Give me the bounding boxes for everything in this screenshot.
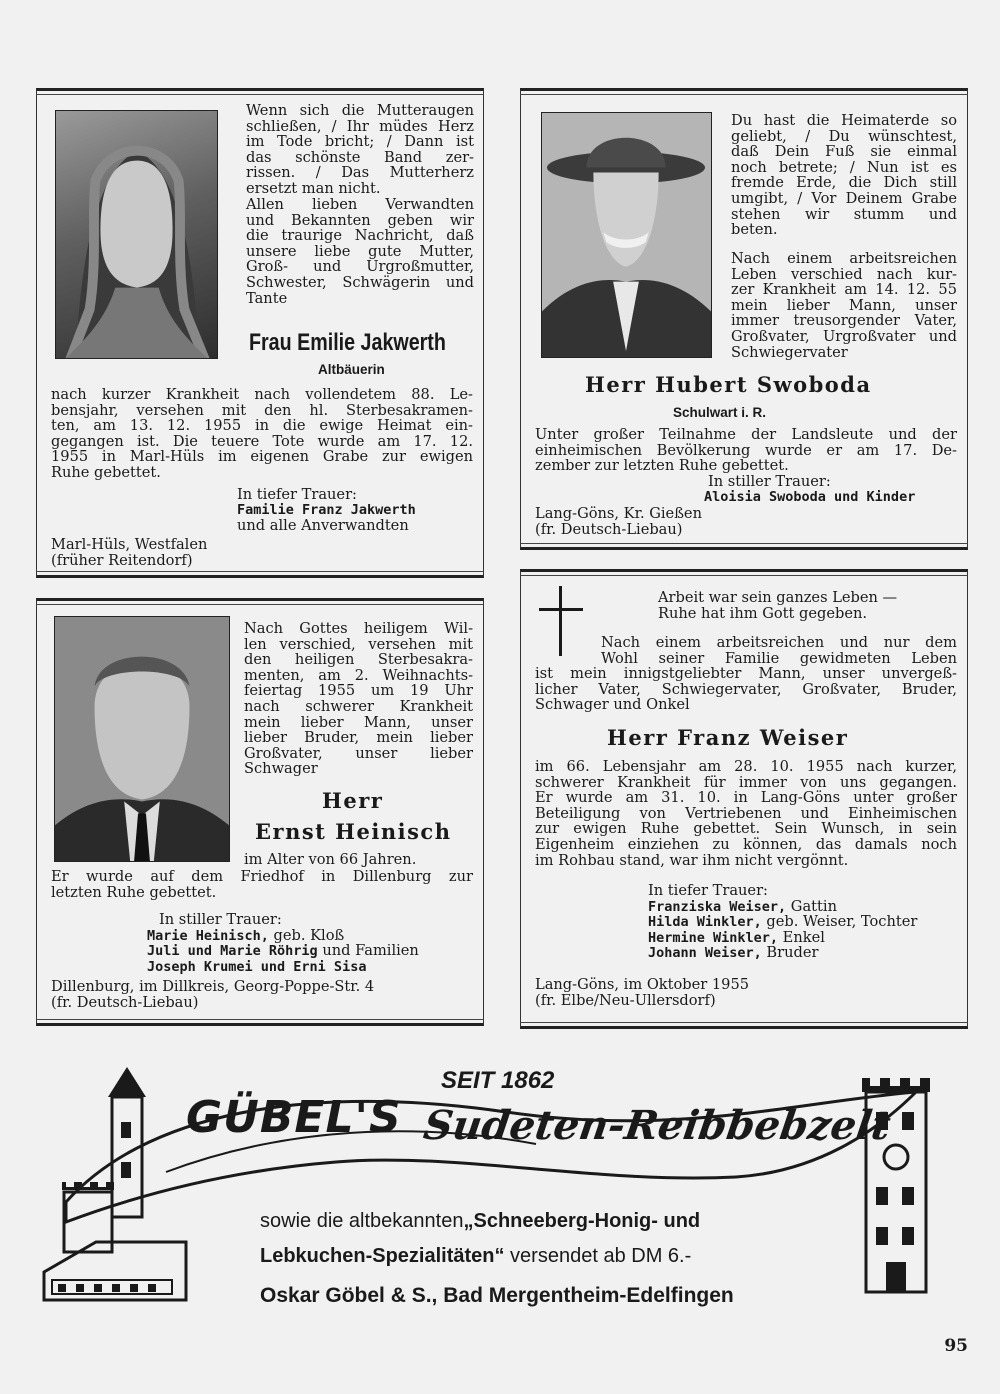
deceased-name: Herr Franz Weiser xyxy=(607,725,849,750)
body-text: im 66. Lebensjahr am 28. 10. 1955 nach kurzer, schwerer Krankheit für immer von uns gegangen. Er wurde am 31. 10. in Lang-Göns unter großer Beteiligung von Vertriebenen und Einheimischen zur ewigen Ruhe gebettet. Sein Wunsch, in sein Eigenheim einziehen zu können, das damals noch im Rohbau stand, war ihm nicht vergönnt. xyxy=(535,758,957,869)
death-notice-jakwerth xyxy=(36,88,484,578)
advertisement xyxy=(36,1062,968,1322)
body-text: Er wurde auf dem Friedhof in Dillenburg zur letzten Ruhe gebettet. xyxy=(51,868,473,901)
death-notice-heinisch xyxy=(36,598,484,1026)
mourners-block: In tiefer Trauer: Franziska Weiser, Gattin Hilda Winkler, geb. Weiser, Tochter Hermine Winkler, Enkel Johann Weiser, Bruder xyxy=(648,882,918,962)
age-text: im Alter von 66 Jahren. xyxy=(244,851,417,868)
verse-text: Arbeit war sein ganzes Leben — Ruhe hat ihm Gott gegeben. xyxy=(658,589,898,622)
deceased-title: Altbäuerin xyxy=(318,362,385,377)
ad-company: Oskar Göbel & S., Bad Mergentheim-Edelfingen xyxy=(260,1284,734,1307)
deceased-name: Frau Emilie Jakwerth xyxy=(249,329,446,356)
intro-text: Nach einem arbeitsreichen und nur dem Wohl seiner Familie gewidmeten Leben ist mein innigstgeliebter Mann, unser unvergeß- licher Vater, Schwiegervater, Großvater, Bruder, Schwager und Onkel xyxy=(535,634,957,714)
ad-product: Sudeten-Reibbebzelt xyxy=(420,1102,894,1149)
mourners-block: In stiller Trauer: Aloisia Swoboda und Kinder xyxy=(704,473,916,505)
verse-text: Du hast die Heimaterde so geliebt, / Du wünschtest, daß Dein Fuß sie einmal noch betrete; / Nun ist es fremde Erde, die Dich still umgibt, / Vor Deinem Grabe stehen wir stumm und beten. xyxy=(731,112,957,239)
mourners-block: In tiefer Trauer: Familie Franz Jakwerth und alle Anverwandten xyxy=(237,486,416,535)
portrait-photo-woman xyxy=(55,110,218,359)
ad-line-2: Lebkuchen-Spezialitäten“ versendet ab DM 6.- xyxy=(260,1245,692,1267)
deceased-name: Herr Hubert Swoboda xyxy=(585,372,872,397)
place-text: Marl-Hüls, Westfalen (früher Reitendorf) xyxy=(51,536,208,569)
ad-line-1: sowie die altbekannten„Schneeberg-Honig- und xyxy=(260,1210,701,1232)
death-notice-swoboda xyxy=(520,88,968,550)
intro-text: Nach einem arbeitsreichen Leben verschied nach kur- zer Krankheit am 14. 12. 55 mein lieber Mann, unser immer treusorgender Vater, Großvater, Urgroßvater und Schwiegervater xyxy=(731,250,957,361)
portrait-photo-man-hat xyxy=(541,112,712,358)
place-text: Lang-Göns, im Oktober 1955 (fr. Elbe/Neu-Ullersdorf) xyxy=(535,976,750,1009)
body-text: Unter großer Teilnahme der Landsleute und der einheimischen Bevölkerung wurde er am 17. De- zember zur letzten Ruhe gebettet. xyxy=(535,426,957,475)
intro-text: Nach Gottes heiligem Wil- len verschied, versehen mit den heiligen Sterbesakra- menten, am 2. Weihnachts- feiertag 1955 um 19 Uhr nach schwerer Krankheit mein lieber Mann, unser lieber Bruder, mein lieber Großvater, unser lieber Schwager xyxy=(244,620,473,778)
tower-left-illustration xyxy=(36,1062,196,1312)
deceased-title: Schulwart i. R. xyxy=(673,405,767,420)
ad-brand: GÜBEL'S xyxy=(186,1092,402,1143)
place-text: Lang-Göns, Kr. Gießen (fr. Deutsch-Liebau) xyxy=(535,505,702,538)
verse-text: Wenn sich die Mutteraugen schließen, / Ihr müdes Herz im Tode bricht; / Dann ist das schönste Band zer- rissen. / Das Mutterherz ersetzt man nicht. xyxy=(246,102,474,197)
deceased-name-line1: Herr xyxy=(322,788,384,813)
page-number: 95 xyxy=(944,1336,968,1356)
deceased-name-line2: Ernst Heinisch xyxy=(255,819,452,844)
portrait-photo-man xyxy=(54,616,230,862)
body-text: nach kurzer Krankheit nach vollendetem 88. Le- bensjahr, versehen mit den hl. Sterbesakramen- ten, am 13. 12. 1955 in die ewige Heimat ein- gegangen ist. Die teuere Tote wurde am 17. 12. 1955 in Marl-Hüls im eigenen Grabe zur ewigen Ruhe gebettet. xyxy=(51,386,473,481)
intro-text: Allen lieben Verwandten und Bekannten geben wir die traurige Nachricht, daß unsere liebe gute Mutter, Groß- und Urgroßmutter, Schwester, Schwägerin und Tante xyxy=(246,196,474,307)
death-notice-weiser xyxy=(520,569,968,1029)
tower-right-illustration xyxy=(836,1062,956,1312)
mourners-block: In stiller Trauer: Marie Heinisch, geb. Kloß Juli und Marie Röhrig und Familien Joseph Krumei und Erni Sisa xyxy=(147,911,419,975)
place-text: Dillenburg, im Dillkreis, Georg-Poppe-Str. 4 (fr. Deutsch-Liebau) xyxy=(51,978,375,1011)
ad-since: SEIT 1862 xyxy=(441,1067,555,1094)
